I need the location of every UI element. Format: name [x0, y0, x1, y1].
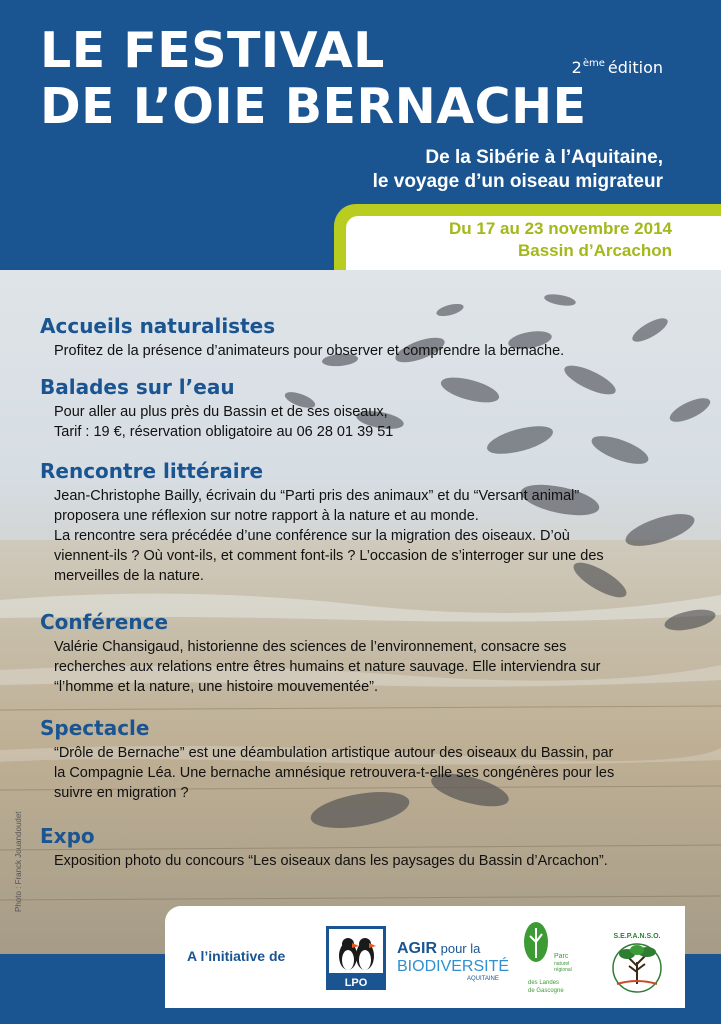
section-title: Rencontre littéraire — [40, 459, 264, 483]
initiative-label: A l’initiative de — [187, 948, 286, 964]
partners-box — [165, 906, 685, 1008]
edition-number: 2 — [571, 58, 582, 77]
section-line: Tarif : 19 €, réservation obligatoire au 06 28 01 39 51 — [54, 424, 394, 440]
lpo-puffin-icon — [326, 926, 386, 990]
agir-line-1 — [397, 940, 507, 958]
section-line: Jean-Christophe Bailly, écrivain du “Parti pris des animaux” et du “Versant animal” — [54, 488, 580, 504]
section-line: suivre en migration ? — [54, 785, 189, 801]
agir-rest: pour la — [437, 941, 481, 956]
section-line: recherches aux relations entre êtres humains et nature sauvage. Elle interviendra sur — [54, 659, 601, 675]
section-body — [54, 743, 690, 803]
section-body — [54, 341, 690, 361]
agir-line-2: BIODIVERSITÉ — [397, 958, 510, 975]
section-rencontre — [40, 459, 690, 586]
section-title: Expo — [40, 824, 95, 848]
edition-word: édition — [607, 58, 663, 77]
section-title: Spectacle — [40, 716, 150, 740]
parc-landes: des Landes — [528, 980, 560, 986]
section-line: Valérie Chansigaud, historienne des sciences de l’environnement, consacre ses — [54, 639, 567, 655]
section-line: viennent-ils ? Où vont-ils, et comment font-ils ? L’occasion de s’interroger sur une des — [54, 548, 604, 564]
parc-word: Parc — [554, 953, 569, 960]
edition-superscript: ème — [582, 58, 605, 69]
subtitle-line-2: le voyage d’un oiseau migrateur — [372, 171, 663, 192]
section-accueils — [40, 314, 690, 361]
section-body — [54, 637, 690, 697]
section-line: La rencontre sera précédée d’une conférence sur la migration des oiseaux. D’où — [54, 528, 570, 544]
section-line: Pour aller au plus près du Bassin et de ses oiseaux, — [54, 404, 388, 420]
parc-leaf-icon — [520, 918, 580, 1002]
section-title: Balades sur l’eau — [40, 375, 235, 399]
section-title: Accueils naturalistes — [40, 314, 276, 338]
agir-line-3: AQUITAINE — [467, 976, 499, 982]
section-conference — [40, 610, 690, 697]
section-balades — [40, 375, 690, 442]
sepanso-logo — [605, 926, 669, 996]
lpo-text: LPO — [344, 977, 368, 989]
date-range: Du 17 au 23 novembre 2014 — [448, 219, 672, 238]
parc-gascogne: de Gascogne — [528, 988, 564, 994]
section-body — [54, 402, 690, 442]
photo-credit: Photo : Franck Jouandoudet — [14, 811, 23, 912]
section-expo — [40, 824, 690, 871]
parc-regional: régional — [554, 967, 572, 973]
section-spectacle — [40, 716, 690, 803]
location: Bassin d’Arcachon — [518, 241, 672, 260]
sepanso-text: S.E.P.A.N.S.O. — [613, 933, 661, 940]
section-body — [54, 486, 690, 586]
agir-biodiversite-logo — [397, 940, 510, 982]
section-line: merveilles de la nature. — [54, 568, 204, 584]
section-line: Exposition photo du concours “Les oiseaux dans les paysages du Bassin d’Arcachon”. — [54, 853, 608, 869]
sepanso-tree-icon — [605, 926, 669, 996]
section-line: proposera une réflexion sur notre rapport à la nature et au monde. — [54, 508, 479, 524]
title-line-2: DE L’OIE BERNACHE — [40, 78, 587, 135]
title-line-1: LE FESTIVAL — [40, 22, 385, 79]
section-body — [54, 851, 690, 871]
section-line: “l’homme et la nature, une histoire mouvementée”. — [54, 679, 378, 695]
section-line: Profitez de la présence d’animateurs pour observer et comprendre la bernache. — [54, 343, 565, 359]
section-line: la Compagnie Léa. Une bernache amnésique retrouvera-t-elle ses congénères pour les — [54, 765, 615, 781]
lpo-logo — [326, 926, 386, 990]
section-line: “Drôle de Bernache” est une déambulation artistique autour des oiseaux du Bassin, par — [54, 745, 614, 761]
parc-naturel: naturel — [554, 961, 570, 967]
section-title: Conférence — [40, 610, 169, 634]
subtitle-line-1: De la Sibérie à l’Aquitaine, — [425, 147, 663, 168]
parc-landes-logo — [520, 918, 580, 1002]
agir-word: AGIR — [397, 940, 437, 957]
